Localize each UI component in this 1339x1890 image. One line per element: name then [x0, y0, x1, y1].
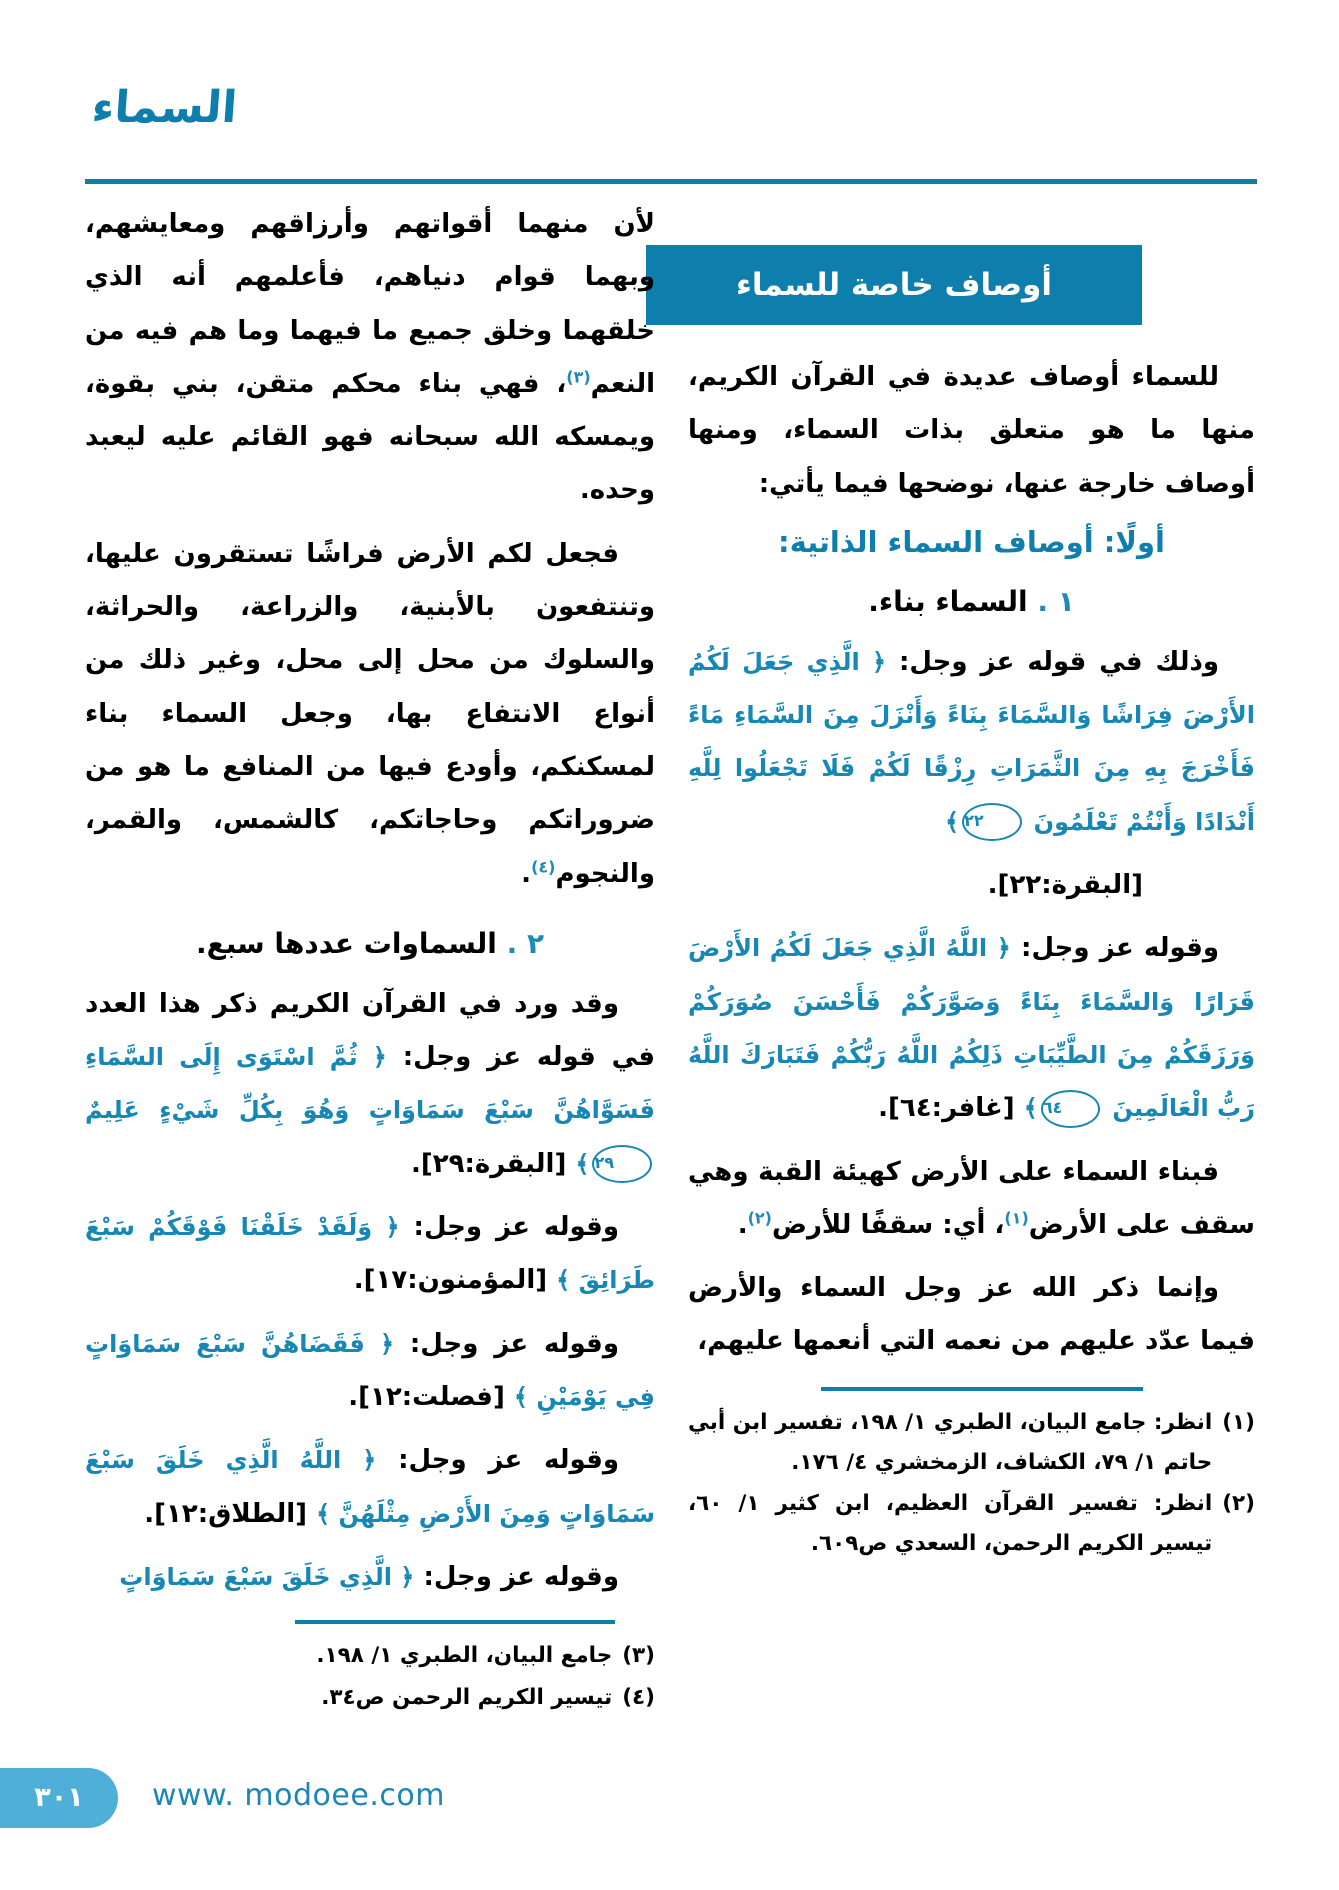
paragraph-text: . — [737, 1209, 748, 1240]
verse-reference: [غافر:٦٤]. — [878, 1093, 1015, 1124]
footnote-marker: (٢) — [1222, 1491, 1255, 1517]
quran-text: ﴿ فَقَضَاهُنَّ سَبْعَ سَمَاوَاتٍ فِي يَوْمَيْنِ ﴾ — [85, 1329, 655, 1411]
ayah-number-medallion: ٢٩ — [592, 1145, 652, 1183]
paragraph-text: لأن منهما أقواتهم وأرزاقهم ومعايشهم، وبهما قوام دنياهم، فأعلمهم أنه الذي خلقهما وخلق جميع ما فيهما وما هم فيه من النعم — [85, 209, 655, 399]
quran-text: ﴿ وَلَقَدْ خَلَقْنَا فَوْقَكُمْ سَبْعَ طَرَائِقَ ﴾ — [85, 1213, 655, 1295]
column-right — [688, 207, 1255, 1566]
footnote-item — [85, 1678, 655, 1718]
verse-intro: وقوله عز وجل: — [1021, 933, 1220, 964]
column-left — [85, 198, 655, 1720]
footnote-ref-1: (١) — [1004, 1208, 1029, 1228]
body-paragraph — [85, 528, 655, 901]
item-title: السماوات عددها سبع. — [195, 926, 497, 960]
verse-paragraph-4 — [85, 1201, 655, 1308]
footnote-text: انظر: جامع البيان، الطبري ١/ ١٩٨، تفسير ابن أبي حاتم ١/ ٧٩، الكشاف، الزمخشري ٤/ ١٧٦. — [688, 1409, 1213, 1475]
paragraph-text: فبناء السماء على الأرض كهيئة القبة وهي سقف على الأرض — [688, 1156, 1255, 1240]
verse-paragraph-1 — [688, 636, 1255, 849]
paragraph-text: . — [521, 858, 532, 889]
footnote-item — [688, 1403, 1255, 1483]
footnote-ref-4: (٤) — [531, 856, 556, 876]
item-heading-2 — [85, 927, 655, 960]
page-number-badge — [0, 1768, 118, 1828]
item-title: السماء بناء. — [868, 584, 1028, 618]
body-paragraph: وإنما ذكر الله عز وجل السماء والأرض فيما عدّد عليهم من نعمه التي أنعمها عليهم، — [688, 1273, 1255, 1357]
paragraph-text: ، أي: سقفًا للأرض — [771, 1209, 1005, 1240]
verse-paragraph-6 — [85, 1434, 655, 1541]
verse-intro: وقوله عز وجل: — [423, 1561, 619, 1592]
footnote-ref-3: (٣) — [566, 367, 591, 387]
page-number: ٣٠١ — [34, 1782, 84, 1813]
verse-intro: وقوله عز وجل: — [409, 1328, 619, 1359]
verse-paragraph-2 — [688, 922, 1255, 1135]
verse-reference: [البقرة:٢٩]. — [411, 1148, 567, 1179]
footnote-marker: (١) — [1222, 1409, 1255, 1435]
footnote-marker: (٤) — [622, 1684, 655, 1710]
footnote-ref-2: (٢) — [747, 1208, 772, 1228]
footnote-separator — [295, 1620, 615, 1624]
verse-paragraph-5 — [85, 1318, 655, 1425]
subsection-heading: أولًا: أوصاف السماء الذاتية: — [778, 524, 1165, 559]
quran-text: ﴿ الَّذِي جَعَلَ لَكُمُ الأَرْضَ فِرَاشًا وَالسَّمَاءَ بِنَاءً وَأَنْزَلَ مِنَ السَّمَاءِ مَاءً فَأَخْرَجَ بِهِ مِنَ الثَّمَرَاتِ رِزْقًا لَكُمْ فَلَا تَجْعَلُوا لِلَّهِ أَنْدَادًا وَأَنْتُمْ تَعْلَمُونَ — [688, 647, 1255, 836]
verse-reference: [فصلت:١٢]. — [348, 1381, 505, 1412]
section-title: أوصاف خاصة للسماء — [736, 267, 1052, 303]
quran-text: ﴿ ثُمَّ اسْتَوَى إِلَى السَّمَاءِ فَسَوَّاهُنَّ سَبْعَ سَمَاوَاتٍ وَهُوَ بِكُلِّ شَيْءٍ عَلِيمٌ — [85, 1043, 655, 1125]
paragraph-text: ، فهي بناء محكم متقن، بني بقوة، ويمسكه الله سبحانه فهو القائم عليه ليعبد وحده. — [85, 368, 655, 506]
footnote-text: تيسير الكريم الرحمن ص٣٤. — [321, 1684, 613, 1710]
verse-reference: [البقرة:٢٢]. — [987, 870, 1143, 901]
verse-intro: وقوله عز وجل: — [413, 1212, 619, 1243]
quran-text: ﴿ اللَّهُ الَّذِي خَلَقَ سَبْعَ سَمَاوَاتٍ وَمِنَ الأَرْضِ مِثْلَهُنَّ ﴾ — [85, 1446, 655, 1528]
quran-text: ﴿ الَّذِي خَلَقَ سَبْعَ سَمَاوَاتٍ — [119, 1562, 415, 1591]
website-url: www. modoee.com — [152, 1778, 445, 1813]
footnote-text: جامع البيان، الطبري ١/ ١٩٨. — [316, 1643, 613, 1669]
verse-intro: وقد ورد في القرآن الكريم ذكر هذا العدد في قوله عز وجل: — [85, 988, 655, 1073]
footnote-text: انظر: تفسير القرآن العظيم، ابن كثير ١/ ٦٠، تيسير الكريم الرحمن، السعدي ص٦٠٩. — [688, 1491, 1213, 1557]
item-number: ٢ . — [506, 926, 545, 960]
quran-close-bracket: ﴾ — [945, 807, 960, 836]
header-rule — [85, 179, 1257, 184]
chapter-title: السماء — [90, 82, 239, 133]
body-paragraph — [688, 1146, 1255, 1253]
intro-paragraph: للسماء أوصاف عديدة في القرآن الكريم، منها ما هو متعلق بذات السماء، ومنها أوصاف خارجة عنها، نوضحها فيما يأتي: — [688, 362, 1255, 499]
ayah-number-medallion: ٢٢ — [962, 803, 1022, 841]
quran-close-bracket: ﴾ — [575, 1149, 590, 1178]
paragraph-text: فجعل لكم الأرض فراشًا تستقرون عليها، وتنتفعون بالأبنية، والزراعة، والحراثة، والسلوك من محل إلى محل، وغير ذلك من أنواع الانتفاع بها، وجعل السماء بناء لمسكنكم، وأودع فيها من المنافع ما هو من ضروراتكم وحاجاتكم، كالشمس، والقمر، والنجوم — [85, 538, 655, 889]
quran-close-bracket: ﴾ — [1023, 1094, 1038, 1123]
section-title-box — [646, 245, 1142, 325]
item-number: ١ . — [1037, 584, 1075, 618]
quran-text: ﴿ اللَّهُ الَّذِي جَعَلَ لَكُمُ الأَرْضَ قَرَارًا وَالسَّمَاءَ بِنَاءً وَصَوَّرَكُمْ فَأَحْسَنَ صُوَرَكُمْ وَرَزَقَكُمْ مِنَ الطَّيِّبَاتِ ذَلِكُمُ اللَّهُ رَبُّكُمْ فَتَبَارَكَ اللَّهُ رَبُّ الْعَالَمِينَ — [688, 934, 1255, 1123]
verse-paragraph-7 — [85, 1551, 655, 1604]
footnote-item — [85, 1636, 655, 1676]
item-heading-1 — [688, 585, 1255, 618]
ayah-number-medallion: ٦٤ — [1041, 1090, 1101, 1128]
verse-intro: وذلك في قوله عز وجل: — [899, 646, 1220, 677]
body-paragraph — [85, 198, 655, 518]
verse-intro: وقوله عز وجل: — [398, 1445, 620, 1476]
footnote-marker: (٣) — [622, 1643, 655, 1669]
verse-paragraph-3 — [85, 978, 655, 1191]
footnote-item — [688, 1484, 1255, 1564]
verse-reference: [المؤمنون:١٧]. — [353, 1265, 548, 1296]
footnote-separator — [821, 1387, 1143, 1391]
verse-reference: [الطلاق:١٢]. — [144, 1498, 308, 1529]
